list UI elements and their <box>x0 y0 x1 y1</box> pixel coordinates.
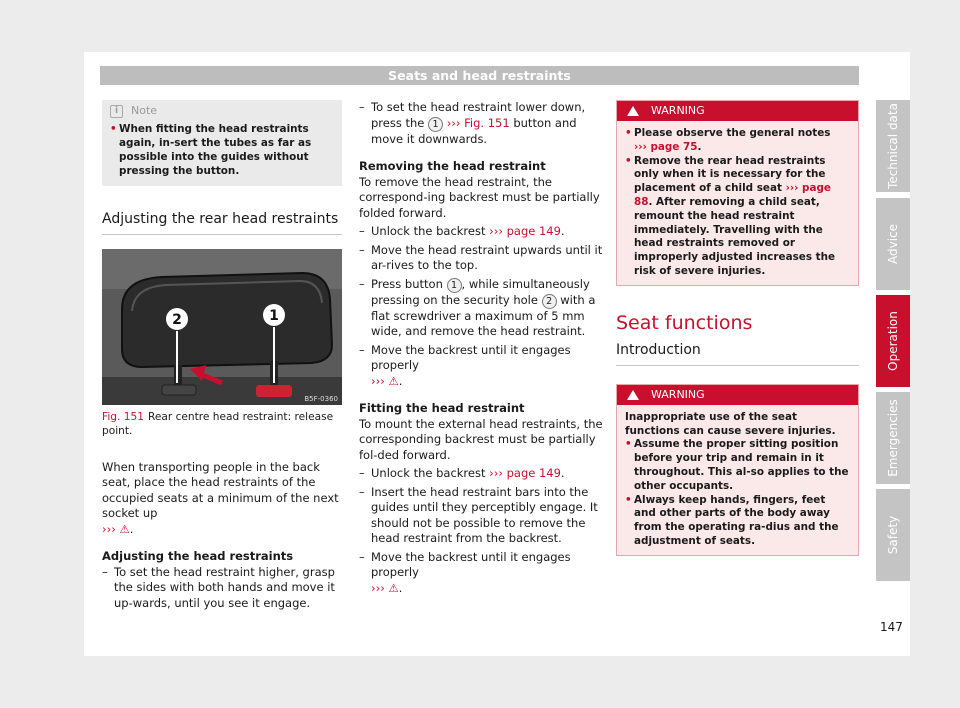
step-text: Move the head restraint upwards until it ar-rives to the top. <box>371 242 603 272</box>
info-icon: i <box>110 105 123 118</box>
step-press: – Press button 1 , while simultaneously pressing on the security hole 2 with a flat screwdriver a maximum of 5 mm wide, and remove the head restraint. <box>359 276 596 338</box>
note-box <box>102 100 342 186</box>
figure-code: B5F-0360 <box>304 394 338 403</box>
tab-operation[interactable] <box>876 295 910 387</box>
step-text: Move the backrest until it engages properly <box>371 342 571 372</box>
removing-text: To remove the head restraint, the correspond-ing backrest must be partially folded forward. <box>359 174 600 220</box>
warning-icon: ⚠ <box>388 373 399 388</box>
step-lower: – To set the head restraint lower down, press the 1 ››› Fig. 151 button and move it downwards. <box>359 100 586 146</box>
column-right <box>616 100 859 556</box>
ref-arrows[interactable]: ››› <box>371 580 385 595</box>
warning-text: Always keep hands, fingers, feet and other parts of the body away from the operating ra-dius and the adjustment of seats. <box>634 493 839 547</box>
tab-label: Advice <box>886 223 900 265</box>
warning-label: WARNING <box>651 104 705 118</box>
tab-advice[interactable] <box>876 198 910 290</box>
warning-item: • Remove the rear head restraints only when it is necessary for the placement of a child seat ››› page 88. After removing a child seat, remount the head restraint immediately. Travelling with the head restraints removed or improperly adjusted increases the risk of severe injuries. <box>625 154 836 277</box>
button-number-1: 1 <box>428 117 443 132</box>
page-ref-link[interactable]: ››› page 149 <box>489 224 561 238</box>
warning-icon <box>627 390 639 400</box>
step-text: To set the head restraint higher, grasp the sides with both hands and move it up-wards, until you see it engage. <box>114 564 335 610</box>
step-unlock-2: – Unlock the backrest ››› page 149. <box>359 466 565 480</box>
section-title: Seat functions <box>616 311 753 334</box>
head-restraint-illustration <box>102 249 342 405</box>
step-text: , while simultaneously pressing on the security hole <box>371 276 590 307</box>
column-left <box>102 100 342 611</box>
warning-text: . After removing a child seat, remount the head restraint immediately. Travelling with the head restraints removed or improperly adjusted increases the risk of severe injuries. <box>634 195 836 277</box>
removing-heading: Removing the head restraint <box>359 159 546 173</box>
tab-label: Technical data <box>886 103 900 189</box>
warning-text: Please observe the general notes <box>634 127 831 139</box>
tab-emergencies[interactable] <box>876 392 910 484</box>
warning-icon: ⚠ <box>119 521 130 536</box>
page-header: Seats and head restraints <box>100 66 859 85</box>
step-text: with a flat screwdriver a maximum of 5 mm wide, and remove the head restraint. <box>371 292 596 338</box>
step-text: button and move it downwards. <box>371 115 577 146</box>
paragraph-transport: When transporting people in the back seat, place the head restraints of the occupied seats at a minimum of the next socket up ››› ⚠. <box>102 459 339 536</box>
figure-caption <box>102 410 342 438</box>
warning-box-2 <box>616 384 859 556</box>
warning-item: • Please observe the general notes ››› page 75. <box>625 127 831 153</box>
tab-label: Safety <box>886 515 900 555</box>
callout-1: 1 <box>269 307 279 324</box>
tab-label: Emergencies <box>886 399 900 477</box>
section-heading: Adjusting the rear head restraints <box>102 212 342 235</box>
column-middle <box>359 100 603 596</box>
callout-2: 2 <box>172 311 182 328</box>
tab-label: Operation <box>886 311 900 371</box>
warning-label: WARNING <box>651 387 705 401</box>
page-ref-link[interactable]: ››› page 88 <box>634 182 831 208</box>
step-unlock-1: – Unlock the backrest ››› page 149. <box>359 224 565 238</box>
ref-arrows[interactable]: ››› <box>371 373 385 388</box>
fig-ref-link[interactable]: ››› Fig. 151 <box>446 115 510 130</box>
page-number: 147 <box>880 620 903 634</box>
step-raise: – To set the head restraint higher, grasp the sides with both hands and move it up-wards, until you see it engage. <box>102 565 342 612</box>
tab-technical-data[interactable] <box>876 100 910 192</box>
warning-intro: Inappropriate use of the seat functions can cause severe injuries. <box>625 410 836 437</box>
tab-safety[interactable] <box>876 489 910 581</box>
page-ref-link[interactable]: ››› page 75 <box>634 140 698 153</box>
step-text: To set the head restraint lower down, press the <box>371 100 586 130</box>
warning-text: Remove the rear head restraints only when it is necessary for the placement of a child seat <box>634 154 826 195</box>
step-insert: – Insert the head restraint bars into the guides until they perceptibly engage. It should not be possible to remove the head restraint from the backrest. <box>359 485 603 547</box>
adjusting-heading: Adjusting the head restraints <box>102 549 294 563</box>
step-text: Unlock the backrest <box>371 466 486 480</box>
step-move-back-1: – Move the backrest until it engages properly ››› ⚠. <box>359 342 571 388</box>
figure-caption-text: Rear centre head restraint: release point. <box>102 410 334 437</box>
step-text: Press button <box>371 276 443 291</box>
button-number-1: 1 <box>447 278 462 293</box>
step-text: Move the backrest until it engages properly <box>371 549 571 579</box>
subsection-heading: Introduction <box>616 343 859 366</box>
step-text: Unlock the backrest <box>371 224 486 238</box>
bullet-icon: • <box>110 123 117 135</box>
note-text: When fitting the head restraints again, in-sert the tubes as far as possible into the guides without pressing the button. <box>119 123 312 177</box>
figure-label: Fig. 151 <box>102 410 144 423</box>
warning-item: • Assume the proper sitting position before your trip and remain in it throughout. This al-so applies to the other occupants. <box>625 438 849 492</box>
warning-icon: ⚠ <box>388 580 399 595</box>
warning-item: • Always keep hands, fingers, feet and other parts of the body away from the operating ra-dius and the adjustment of seats. <box>625 494 850 549</box>
figure-head-restraint <box>102 249 342 405</box>
note-label: Note <box>131 104 158 117</box>
fitting-text: To mount the external head restraints, the corresponding backrest must be partially fol-ded forward. <box>359 416 603 462</box>
step-text: Insert the head restraint bars into the guides until they perceptibly engage. It should not be possible to remove the head restraint from the backrest. <box>371 484 598 545</box>
button-number-2: 2 <box>542 294 557 309</box>
page-ref-link[interactable]: ››› page 149 <box>489 466 561 480</box>
warning-box-1 <box>616 100 859 286</box>
step-move-up: – Move the head restraint upwards until it ar-rives to the top. <box>359 242 603 272</box>
fitting-heading: Fitting the head restraint <box>359 401 525 415</box>
warning-text: Assume the proper sitting position before your trip and remain in it throughout. This al-so applies to the other occupants. <box>634 438 849 492</box>
warning-icon <box>627 106 639 116</box>
ref-arrows[interactable]: ››› <box>102 521 116 536</box>
step-move-back-2: – Move the backrest until it engages properly ››› ⚠. <box>359 549 571 595</box>
paragraph-text: When transporting people in the back seat, place the head restraints of the occupied seats at a minimum of the next socket up <box>102 459 339 520</box>
